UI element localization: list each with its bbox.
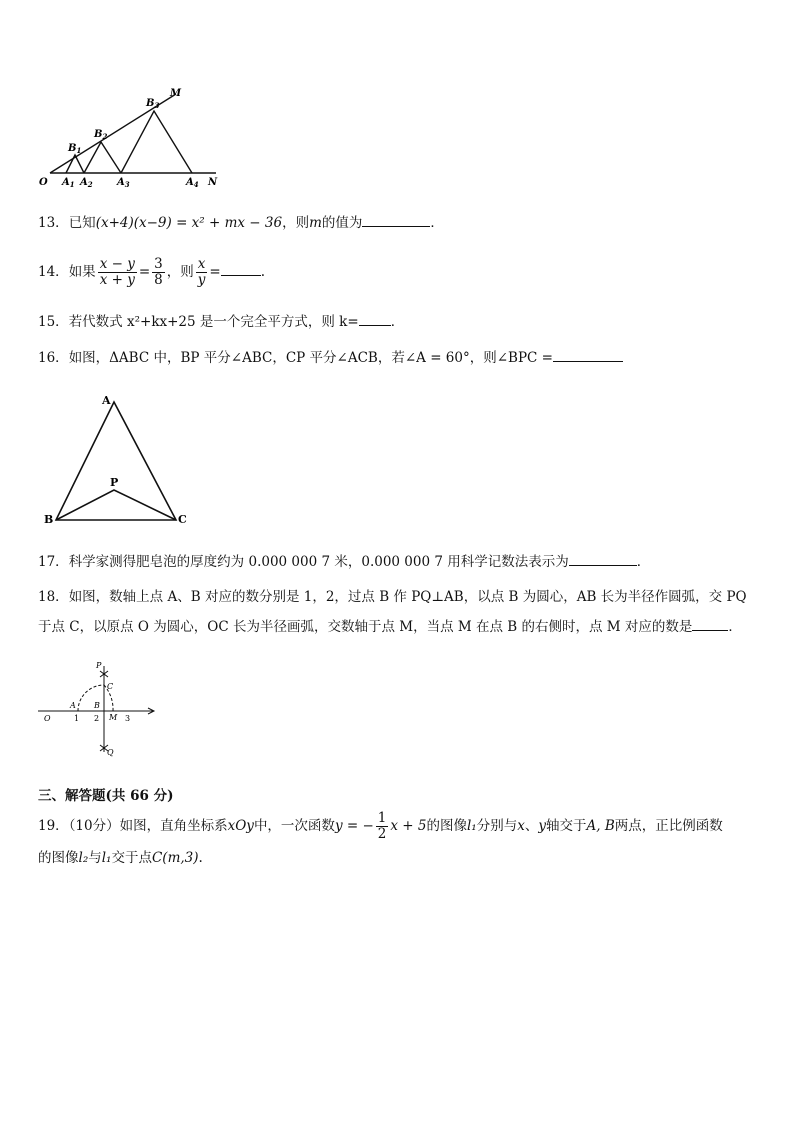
tick-1: 1: [74, 714, 80, 723]
q18-line1-text: 如图，数轴上点 A、B 对应的数分别是 1，2，过点 B 作 PQ⊥AB，以点 B 为圆心，AB 长为半径作圆弧，交 PQ: [68, 589, 747, 605]
q13-post: 的值为: [321, 215, 363, 231]
q19-mid3: 分别与: [476, 818, 518, 834]
q19-line2-post: 交于点: [111, 850, 152, 866]
q19-x: x: [517, 818, 525, 834]
q19-l2: l₂: [78, 850, 89, 866]
q13-number: 13．: [38, 215, 69, 231]
question-15: [38, 311, 764, 332]
q14-fraction-3: [196, 257, 208, 288]
label-Q-axis: Q: [107, 748, 114, 757]
q19-number: 19．: [38, 818, 69, 834]
q19-score: （10分）: [68, 818, 120, 834]
question-18: [38, 582, 764, 642]
q19-pre: 如图，直角坐标系: [119, 818, 228, 834]
label-A3: $A_3$: [117, 177, 130, 189]
q19-func-lhs: y = −: [334, 818, 374, 834]
q14-f3-num: x: [197, 256, 206, 272]
q19-line2-l1: l₁: [101, 850, 112, 866]
q18-line2-text: 于点 C，以原点 O 为圆心，OC 长为半径画弧，交数轴于点 M，当点 M 在点 B 的右侧时，点 M 对应的数是: [38, 619, 693, 635]
q14-f1-num: x − y: [99, 256, 135, 272]
tick-3: 3: [125, 714, 131, 723]
q19-line2-pre: 的图像: [38, 850, 79, 866]
q16-answer-blank[interactable]: [553, 347, 623, 362]
q18-answer-blank[interactable]: [692, 616, 728, 631]
q14-answer-blank[interactable]: [221, 263, 261, 276]
question-19: [38, 808, 764, 872]
q13-mid: ，则: [282, 215, 310, 231]
label-C: C: [178, 513, 187, 526]
q19-point-c: C(m,3): [151, 850, 199, 866]
question-14: [38, 254, 764, 290]
q15-end: ．: [390, 314, 405, 330]
q19-line-2: [38, 844, 764, 872]
label-M: M: [170, 88, 182, 99]
question-17: [38, 551, 764, 572]
q14-pre: 如果: [68, 264, 96, 280]
label-B1: $B_1$: [68, 143, 82, 155]
label-B: B: [44, 513, 54, 526]
label-P: P: [110, 476, 119, 489]
q13-expression: (x+4)(x−9) = x² + mx − 36: [95, 215, 283, 231]
q19-l1: l₁: [466, 818, 477, 834]
number-line-figure: [36, 658, 166, 758]
q19-y: y: [538, 818, 546, 834]
q14-f2-num: 3: [154, 256, 163, 272]
q15-number: 15．: [38, 314, 69, 330]
q19-func-den: 2: [377, 826, 387, 842]
q16-number: 16．: [38, 350, 69, 366]
q14-end: .: [260, 264, 265, 280]
q19-mid5: 两点，正比例函数: [614, 818, 723, 834]
q19-system: xOy: [227, 818, 254, 834]
q14-eq: =: [138, 264, 151, 280]
q19-sep: 、: [524, 818, 539, 834]
label-B2: $B_2$: [94, 129, 108, 141]
question-13: [38, 212, 764, 233]
label-P-axis: P: [96, 661, 102, 670]
q19-line-1: [38, 808, 764, 844]
q19-ab: A, B: [586, 818, 615, 834]
q19-func-rhs: x + 5: [390, 818, 427, 834]
label-A2: $A_2$: [80, 177, 93, 189]
label-B-axis: B: [94, 701, 100, 710]
q19-func-num: 1: [377, 810, 387, 826]
q14-fraction-1: [98, 257, 137, 288]
q14-f3-den: y: [197, 272, 206, 288]
q18-number: 18．: [38, 589, 69, 605]
q17-answer-blank[interactable]: [569, 551, 637, 566]
label-A4: $A_4$: [186, 177, 199, 189]
q15-text: 若代数式 x²+kx+25 是一个完全平方式，则 k=: [68, 314, 359, 330]
label-A: A: [102, 394, 111, 407]
q13-answer-blank[interactable]: [362, 212, 430, 227]
q19-mid2: 的图像: [426, 818, 467, 834]
q17-text: 科学家测得肥皂泡的厚度约为 0.000 000 7 米，0.000 000 7 用科学记数法表示为: [68, 554, 569, 570]
tick-2: 2: [94, 714, 100, 723]
section-3-title: 三、解答题(共 66 分): [38, 788, 174, 804]
q19-mid1: 中，一次函数: [253, 818, 335, 834]
q14-number: 14．: [38, 264, 69, 280]
q19-line2-mid: 与: [88, 850, 102, 866]
label-N: N: [208, 177, 218, 188]
q18-end: ．: [728, 619, 742, 635]
question-16: [38, 347, 764, 368]
label-A-axis: A: [70, 701, 76, 710]
q13-var: m: [309, 215, 322, 231]
label-O: O: [39, 177, 48, 188]
q16-text: 如图，ΔABC 中，BP 平分∠ABC，CP 平分∠ACB，若∠A = 60°，则∠BPC =: [68, 350, 553, 366]
q14-mid: ，则: [166, 264, 194, 280]
label-C-axis: C: [107, 682, 114, 691]
q14-fraction-2: [152, 257, 165, 288]
triangle-abc-figure: [40, 392, 200, 532]
q19-mid4: 轴交于: [545, 818, 587, 834]
q13-end: ．: [430, 215, 444, 231]
label-M-axis: M: [109, 713, 118, 722]
q19-line2-end: .: [198, 850, 203, 866]
q18-line-1: [38, 582, 764, 612]
chain-triangles-figure: [36, 84, 236, 194]
q14-f1-den: x + y: [99, 272, 135, 288]
q14-eq2: =: [209, 264, 221, 280]
q17-number: 17．: [38, 554, 69, 570]
q14-f2-den: 8: [154, 272, 163, 288]
label-O-axis: O: [44, 714, 51, 723]
q13-pre: 已知: [68, 215, 96, 231]
q19-func-fraction: [376, 811, 389, 842]
q15-answer-blank[interactable]: [359, 311, 391, 326]
label-A1: $A_1$: [62, 177, 75, 189]
q18-line-2: [38, 612, 764, 642]
label-B3: $B_3$: [146, 98, 160, 110]
q17-end: ．: [636, 554, 651, 570]
